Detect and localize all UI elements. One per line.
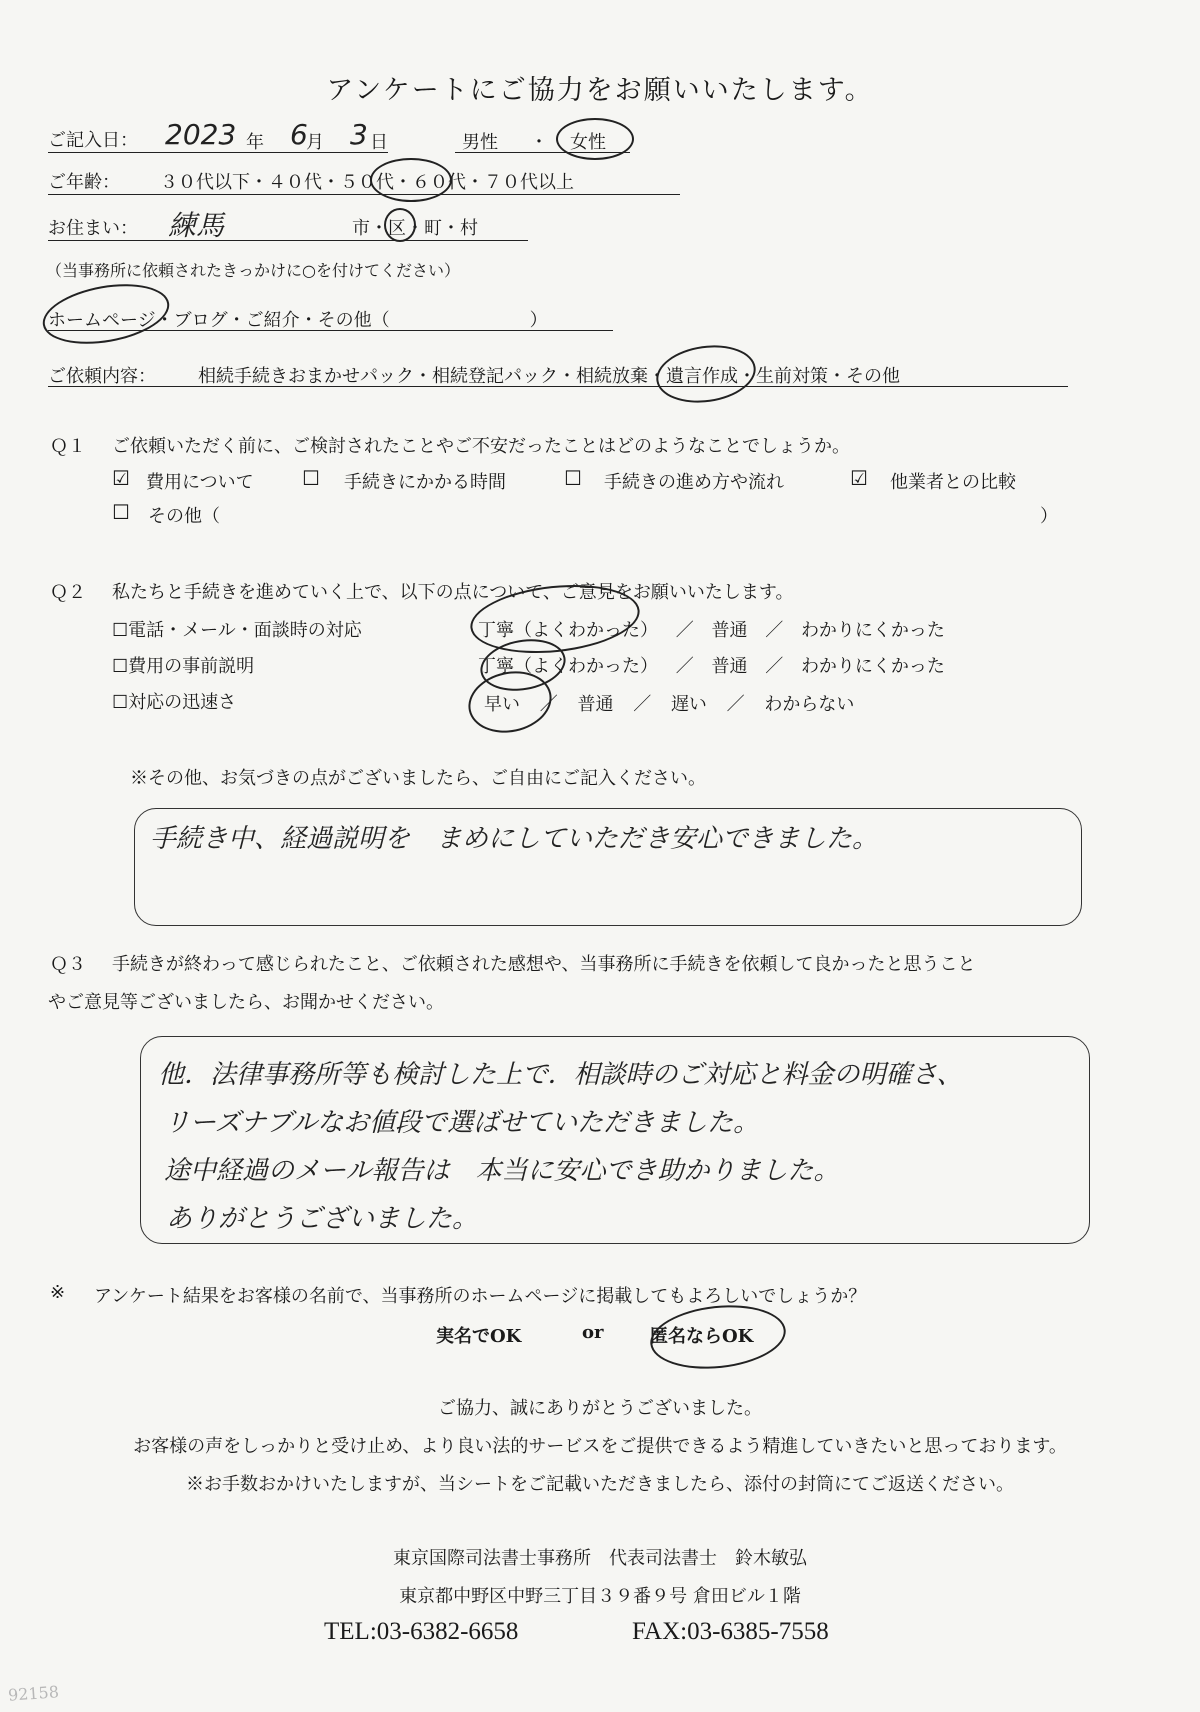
- request-underline: [48, 386, 1068, 387]
- q2-comment-text: 手続き中、経過説明を まめにしていただき安心できました。: [150, 824, 879, 854]
- request-option-pre-planning[interactable]: 生前対策: [756, 366, 828, 387]
- q2-speed-normal[interactable]: 普通: [577, 694, 614, 715]
- q1-number: Ｑ１: [50, 436, 86, 457]
- month-label: 月: [306, 132, 324, 153]
- referral-options: ホームページ・ブログ・ご紹介・その他（ ）: [48, 310, 548, 331]
- year-label: 年: [246, 132, 264, 153]
- q2-number: Ｑ２: [50, 582, 86, 603]
- renunciation-circle: [653, 339, 760, 408]
- request-option-registration[interactable]: 相続登記パック: [432, 366, 558, 387]
- entry-date-underline: [48, 152, 388, 153]
- residence-option-village[interactable]: 村: [460, 218, 478, 239]
- request-option-renunciation[interactable]: 相続放棄: [576, 366, 648, 387]
- q1-checkbox-time[interactable]: ☐: [302, 466, 320, 490]
- age-options: ３０代以下・４０代・５０代・６０代・７０代以上: [160, 172, 574, 193]
- age-option-70[interactable]: ７０代以上: [484, 172, 574, 193]
- closing-line3: ※お手数おかけいたしますが、当シートをご記載いただきましたら、添付の封筒にてご返送ください。: [186, 1474, 1014, 1495]
- q2-row-label-speed[interactable]: ☐対応の迅速さ: [112, 692, 237, 713]
- q1-checkbox-other[interactable]: ☐: [112, 500, 130, 524]
- residence-option-city[interactable]: 市: [352, 218, 370, 239]
- q1-option-fee: 費用について: [146, 472, 254, 493]
- age-50-circle: [370, 158, 452, 202]
- age-row: [48, 168, 120, 194]
- q3-answer-line1: 他．法律事務所等も検討した上で．相談時のご対応と料金の明確さ、: [158, 1060, 963, 1090]
- ward-circle: [384, 208, 416, 242]
- q1-option-other: その他（: [148, 506, 220, 527]
- referral-option-other[interactable]: その他（: [317, 310, 390, 331]
- q2-fee-unclear[interactable]: わかりにくかった: [800, 656, 945, 677]
- q1-text: ご依頼いただく前に、ご検討されたことやご不安だったことはどのようなことでしょうか。: [112, 436, 850, 457]
- q2-text: 私たちと手続きを進めていく上で、以下の点について、ご意見をお願いいたします。: [112, 582, 794, 603]
- residence-option-town[interactable]: 町: [424, 218, 442, 239]
- gender-male[interactable]: 男性: [462, 132, 498, 153]
- publish-mark: ※: [50, 1282, 66, 1303]
- office-address: 東京都中野区中野三丁目３９番９号 倉田ビル１階: [399, 1586, 801, 1607]
- gender-female[interactable]: 女性: [570, 132, 606, 153]
- q1-option-process: 手続きの進め方や流れ: [604, 472, 784, 493]
- request-options: 相続手続きおまかせパック・相続登記パック・相続放棄・遺言作成・生前対策・その他: [198, 366, 900, 387]
- q3-answer-line3: 途中経過のメール報告は 本当に安心でき助かりました。: [164, 1156, 840, 1186]
- q2-row-label-contact[interactable]: ☐電話・メール・面談時の対応: [112, 620, 362, 641]
- q3-answer-line2: リーズナブルなお値段で選ばせていただきました。: [164, 1108, 760, 1138]
- q1-checkbox-process[interactable]: ☐: [564, 466, 582, 490]
- publish-question: アンケート結果をお客様の名前で、当事務所のホームページに掲載してもよろしいでしょうか？: [94, 1286, 867, 1307]
- page-title: アンケートにご協力をお願いいたします。: [326, 75, 874, 106]
- residence-value[interactable]: 練馬: [168, 209, 225, 242]
- q2-contact-normal[interactable]: 普通: [711, 620, 748, 641]
- age-underline: [48, 194, 680, 195]
- q3-answer-line4: ありがとうございました。: [166, 1204, 479, 1234]
- q2-row-label-fee[interactable]: ☐費用の事前説明: [112, 656, 255, 677]
- homepage-circle: [38, 275, 174, 352]
- referral-note: （当事務所に依頼されたきっかけに○を付けてください）: [46, 261, 460, 280]
- year-value[interactable]: 2023: [165, 118, 237, 151]
- q2-row-options-speed: 早い ／ 普通 ／ 遅い ／ わからない: [484, 694, 855, 715]
- gender-separator: ・: [530, 132, 548, 153]
- q2-row-options-fee: 丁寧（よくわかった） ／ 普通 ／ わかりにくかった: [478, 656, 945, 677]
- residence-option-ward[interactable]: 区: [388, 218, 406, 239]
- age-label: ご年齢：: [48, 172, 120, 193]
- referral-option-homepage[interactable]: ホームページ: [48, 310, 156, 331]
- closing-line2: お客様の声をしっかりと受け止め、より良い法的サービスをご提供できるよう精進していきたいと思っております。: [133, 1436, 1067, 1457]
- age-option-60[interactable]: ６０代: [412, 172, 466, 193]
- gender-female-circle: [556, 118, 634, 160]
- q2-speed-fast[interactable]: 早い: [484, 694, 520, 715]
- closing-line1: ご協力、誠にありがとうございました。: [438, 1398, 762, 1419]
- request-option-will[interactable]: 遺言作成: [666, 366, 738, 387]
- day-value[interactable]: 3: [350, 118, 368, 151]
- q1-checkbox-comparison[interactable]: ☑: [850, 466, 868, 490]
- q1-other-close: ）: [1040, 506, 1058, 527]
- age-option-30[interactable]: ３０代以下: [160, 172, 250, 193]
- referral-option-blog[interactable]: ブログ: [173, 310, 228, 331]
- request-option-other[interactable]: その他: [846, 366, 900, 387]
- date-label: ご記入日：: [48, 130, 138, 151]
- faded-stamp: 92158: [7, 1682, 60, 1705]
- q2-speed-slow[interactable]: 遅い: [670, 694, 707, 715]
- q2-contact-unclear[interactable]: わかりにくかった: [800, 620, 945, 641]
- gender-underline: [455, 152, 630, 153]
- q3-text-line2: やご意見等ございましたら、お聞かせください。: [48, 992, 444, 1013]
- q2-fee-normal[interactable]: 普通: [711, 656, 748, 677]
- q1-checkbox-fee[interactable]: ☑: [112, 466, 130, 490]
- age-option-50[interactable]: ５０代: [340, 172, 394, 193]
- office-fax: FAX:03-6385-7558: [632, 1618, 829, 1645]
- day-label: 日: [370, 132, 388, 153]
- q2-speed-unknown[interactable]: わからない: [764, 694, 855, 715]
- q2-fee-polite[interactable]: 丁寧（よくわかった）: [478, 656, 658, 677]
- entry-date-row: [48, 126, 138, 152]
- age-option-40[interactable]: ４０代: [268, 172, 322, 193]
- q3-text-line1: 手続きが終わって感じられたこと、ご依頼された感想や、当事務所に手続きを依頼して良かったと思うこと: [112, 954, 976, 975]
- publish-anon-circle: [647, 1299, 789, 1375]
- office-tel: TEL:03-6382-6658: [324, 1618, 519, 1645]
- publish-or: or: [582, 1322, 604, 1343]
- request-label: ご依頼内容：: [48, 366, 156, 387]
- q1-option-time: 手続きにかかる時間: [344, 472, 506, 493]
- publish-option-real[interactable]: 実名でOK: [436, 1326, 522, 1347]
- residence-underline: [48, 240, 528, 241]
- q1-option-comparison: 他業者との比較: [890, 472, 1016, 493]
- publish-option-anon[interactable]: 匿名ならOK: [650, 1326, 754, 1347]
- q2-contact-polite[interactable]: 丁寧（よくわかった）: [478, 620, 658, 641]
- q2-comment-prompt: ※その他、お気づきの点がございましたら、ご自由にご記入ください。: [130, 768, 706, 789]
- residence-options: 市・区・町・村: [352, 218, 478, 239]
- request-option-omakase[interactable]: 相続手続きおまかせパック: [198, 366, 414, 387]
- referral-underline: [48, 330, 613, 331]
- q2-row-options-contact: 丁寧（よくわかった） ／ 普通 ／ わかりにくかった: [478, 620, 945, 641]
- month-value[interactable]: 6: [290, 118, 308, 151]
- residence-label: お住まい：: [48, 218, 138, 239]
- referral-option-introduction[interactable]: ご紹介: [245, 310, 300, 331]
- q3-number: Ｑ３: [50, 954, 86, 975]
- office-name: 東京国際司法書士事務所 代表司法書士 鈴木敏弘: [393, 1548, 807, 1569]
